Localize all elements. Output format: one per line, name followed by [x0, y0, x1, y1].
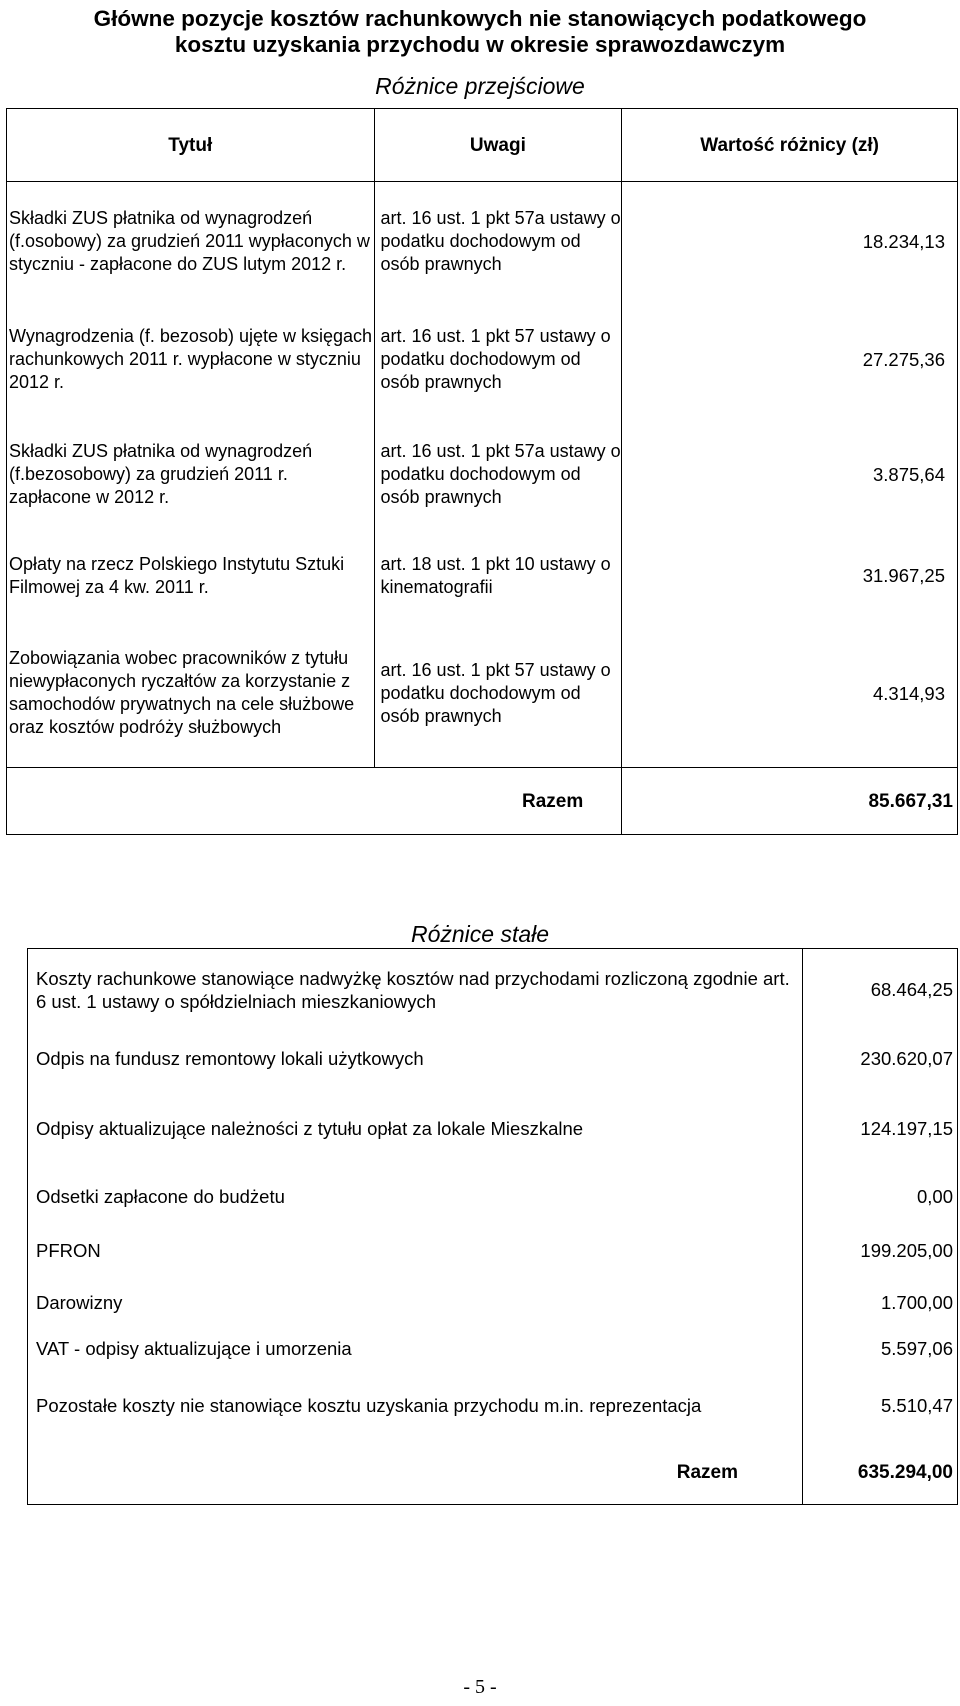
column-header-value: Wartość różnicy (zł): [622, 109, 958, 182]
table-row: [28, 1279, 958, 1327]
section-title-temporary: Różnice przejściowe: [375, 73, 585, 99]
column-header-notes: Uwagi: [374, 109, 622, 182]
permanent-differences-table: [27, 948, 958, 1505]
row-name: VAT - odpisy aktualizujące i umorzenia: [28, 1327, 803, 1371]
row-title: Składki ZUS płatnika od wynagrodzeń (f.osobowy) za grudzień 2011 wypłaconych w styczniu - zapłacone do ZUS lutym 2012 r.: [7, 182, 375, 302]
table-total-row: [28, 1441, 958, 1505]
row-name: Darowizny: [28, 1279, 803, 1327]
total-label: Razem: [28, 1441, 803, 1505]
row-value: 230.620,07: [803, 1031, 958, 1087]
table-row: [28, 1371, 958, 1441]
row-value: 31.967,25: [622, 532, 958, 620]
row-name: Pozostałe koszty nie stanowiące kosztu uzyskania przychodu m.in. reprezentacja: [28, 1371, 803, 1441]
row-value: 199.205,00: [803, 1223, 958, 1279]
row-notes: art. 16 ust. 1 pkt 57 ustawy o podatku dochodowym od osób prawnych: [374, 302, 622, 417]
total-label: Razem: [374, 768, 622, 835]
row-name: Koszty rachunkowe stanowiące nadwyżkę kosztów nad przychodami rozliczoną zgodnie art. 6 ust. 1 ustawy o spółdzielniach mieszkaniowych: [28, 949, 803, 1031]
row-notes: art. 16 ust. 1 pkt 57a ustawy o podatku dochodowym od osób prawnych: [374, 417, 622, 532]
table-header-row: [7, 109, 958, 182]
page-number: - 5 -: [463, 1676, 497, 1698]
table-row: [7, 417, 958, 532]
table-row: [7, 620, 958, 768]
section-title-permanent: Różnice stałe: [410, 921, 550, 947]
table-row: [28, 1171, 958, 1223]
row-name: Odsetki zapłacone do budżetu: [28, 1171, 803, 1223]
row-name: Odpis na fundusz remontowy lokali użytkowych: [28, 1031, 803, 1087]
row-notes: art. 18 ust. 1 pkt 10 ustawy o kinematografii: [374, 532, 622, 620]
row-name: PFRON: [28, 1223, 803, 1279]
table-row: [28, 1327, 958, 1371]
row-value: 27.275,36: [622, 302, 958, 417]
title-line-1: Główne pozycje kosztów rachunkowych nie stanowiących podatkowego: [93, 6, 867, 31]
row-value: 5.510,47: [803, 1371, 958, 1441]
document-title: [0, 6, 960, 58]
row-value: 1.700,00: [803, 1279, 958, 1327]
title-line-2: kosztu uzyskania przychodu w okresie sprawozdawczym: [174, 32, 786, 57]
row-title: Opłaty na rzecz Polskiego Instytutu Sztuki Filmowej za 4 kw. 2011 r.: [7, 532, 375, 620]
table-row: [7, 182, 958, 302]
table-row: [7, 302, 958, 417]
table-row: [28, 949, 958, 1031]
table-row: [28, 1223, 958, 1279]
column-header-title: Tytuł: [7, 109, 375, 182]
total-value: 635.294,00: [803, 1441, 958, 1505]
row-notes: art. 16 ust. 1 pkt 57a ustawy o podatku dochodowym od osób prawnych: [374, 182, 622, 302]
table-total-row: [7, 768, 958, 835]
total-value: 85.667,31: [622, 768, 958, 835]
row-value: 124.197,15: [803, 1087, 958, 1171]
temporary-differences-table: [6, 108, 958, 835]
table-row: [28, 1031, 958, 1087]
row-value: 0,00: [803, 1171, 958, 1223]
row-value: 18.234,13: [622, 182, 958, 302]
row-title: Zobowiązania wobec pracowników z tytułu niewypłaconych ryczałtów za korzystanie z samochodów prywatnych na cele służbowe oraz kosztów podróży służbowych: [7, 620, 375, 768]
row-title: Wynagrodzenia (f. bezosob) ujęte w księgach rachunkowych 2011 r. wypłacone w styczniu 2012 r.: [7, 302, 375, 417]
table-row: [28, 1087, 958, 1171]
row-value: 4.314,93: [622, 620, 958, 768]
row-value: 68.464,25: [803, 949, 958, 1031]
row-value: 5.597,06: [803, 1327, 958, 1371]
row-notes: art. 16 ust. 1 pkt 57 ustawy o podatku dochodowym od osób prawnych: [374, 620, 622, 768]
row-name: Odpisy aktualizujące należności z tytułu opłat za lokale Mieszkalne: [28, 1087, 803, 1171]
row-value: 3.875,64: [622, 417, 958, 532]
table-row: [7, 532, 958, 620]
row-title: Składki ZUS płatnika od wynagrodzeń (f.bezosobowy) za grudzień 2011 r. zapłacone w 2012 r.: [7, 417, 375, 532]
